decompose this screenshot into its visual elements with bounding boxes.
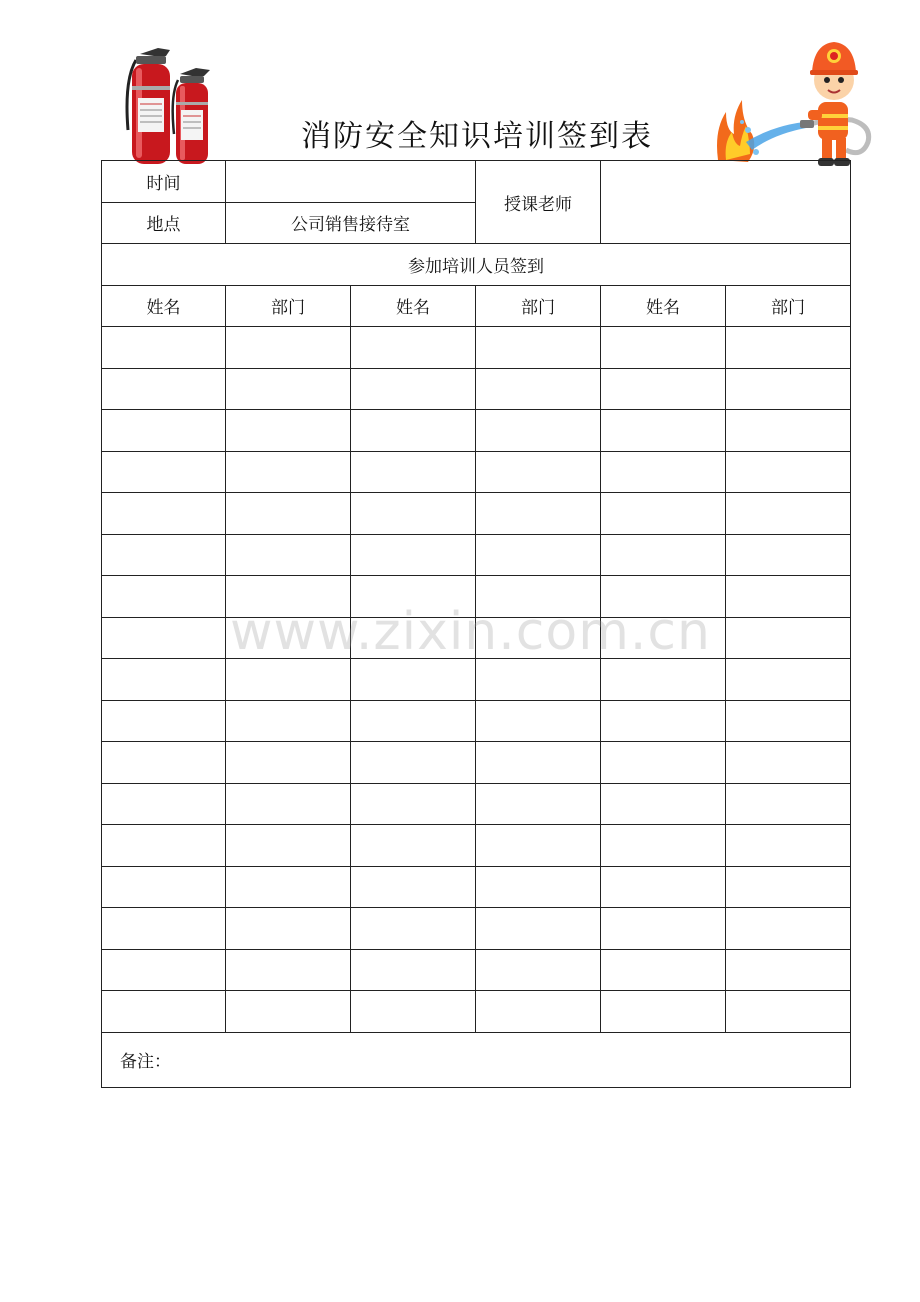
name-cell[interactable] [351,908,476,950]
table-row [102,783,851,825]
name-cell[interactable] [102,617,226,659]
name-cell[interactable] [102,700,226,742]
name-cell[interactable] [601,659,726,701]
dept-cell[interactable] [726,617,851,659]
notes-row [102,1032,851,1087]
dept-cell[interactable] [726,576,851,618]
dept-cell[interactable] [226,368,351,410]
signin-heading: 参加培训人员签到 [102,244,851,286]
dept-cell[interactable] [726,534,851,576]
name-cell[interactable] [351,866,476,908]
column-header-dept-1: 部门 [226,285,351,327]
teacher-value-field[interactable] [601,161,851,244]
dept-cell[interactable] [476,866,601,908]
name-cell[interactable] [351,410,476,452]
dept-cell[interactable] [226,327,351,369]
name-cell[interactable] [102,825,226,867]
name-cell[interactable] [601,783,726,825]
name-cell[interactable] [351,742,476,784]
name-cell[interactable] [102,534,226,576]
name-cell[interactable] [601,742,726,784]
dept-cell[interactable] [726,908,851,950]
table-row [102,451,851,493]
dept-cell[interactable] [476,700,601,742]
dept-cell[interactable] [226,534,351,576]
name-cell[interactable] [601,451,726,493]
name-cell[interactable] [601,368,726,410]
watermark: www.zixin.com.cn [230,602,711,662]
name-cell[interactable] [601,949,726,991]
name-cell[interactable] [601,700,726,742]
notes-field[interactable] [102,1032,851,1087]
location-label: 地点 [102,202,226,244]
column-header-dept-2: 部门 [476,285,601,327]
name-cell[interactable] [601,327,726,369]
name-cell[interactable] [102,368,226,410]
name-cell[interactable] [601,825,726,867]
name-cell[interactable] [102,659,226,701]
name-cell[interactable] [351,368,476,410]
dept-cell[interactable] [726,659,851,701]
name-cell[interactable] [351,327,476,369]
signin-heading-row [102,244,851,286]
name-cell[interactable] [351,825,476,867]
dept-cell[interactable] [726,825,851,867]
dept-cell[interactable] [226,659,351,701]
dept-cell[interactable] [226,908,351,950]
dept-cell[interactable] [726,493,851,535]
name-cell[interactable] [601,410,726,452]
name-cell[interactable] [351,783,476,825]
name-cell[interactable] [351,700,476,742]
dept-cell[interactable] [726,368,851,410]
name-cell[interactable] [102,866,226,908]
column-header-name-3: 姓名 [601,285,726,327]
dept-cell[interactable] [476,368,601,410]
dept-cell[interactable] [226,617,351,659]
table-row [102,659,851,701]
dept-cell[interactable] [476,410,601,452]
column-header-dept-3: 部门 [726,285,851,327]
name-cell[interactable] [102,410,226,452]
dept-cell[interactable] [226,410,351,452]
name-cell[interactable] [351,576,476,618]
table-row [102,825,851,867]
name-cell[interactable] [102,991,226,1033]
name-cell[interactable] [102,451,226,493]
table-row [102,700,851,742]
dept-cell[interactable] [726,327,851,369]
table-row [102,493,851,535]
table-row [102,368,851,410]
dept-cell[interactable] [226,742,351,784]
name-cell[interactable] [351,659,476,701]
dept-cell[interactable] [476,327,601,369]
dept-cell[interactable] [726,783,851,825]
dept-cell[interactable] [726,410,851,452]
name-cell[interactable] [351,991,476,1033]
dept-cell[interactable] [726,742,851,784]
notes-label: 备注： [120,1052,171,1072]
dept-cell[interactable] [476,659,601,701]
firefighter-cartoon-image [712,30,872,175]
dept-cell[interactable] [476,493,601,535]
dept-cell[interactable] [726,991,851,1033]
name-cell[interactable] [102,742,226,784]
dept-cell[interactable] [476,576,601,618]
dept-cell[interactable] [226,825,351,867]
dept-cell[interactable] [726,700,851,742]
name-cell[interactable] [351,493,476,535]
dept-cell[interactable] [226,700,351,742]
dept-cell[interactable] [726,866,851,908]
table-row [102,949,851,991]
dept-cell[interactable] [476,949,601,991]
dept-cell[interactable] [476,908,601,950]
dept-cell[interactable] [476,742,601,784]
name-cell[interactable] [351,617,476,659]
dept-cell[interactable] [226,949,351,991]
name-cell[interactable] [601,493,726,535]
table-row [102,742,851,784]
table-row [102,617,851,659]
dept-cell[interactable] [226,451,351,493]
table-row [102,576,851,618]
dept-cell[interactable] [476,617,601,659]
name-cell[interactable] [601,866,726,908]
dept-cell[interactable] [476,783,601,825]
name-cell[interactable] [102,493,226,535]
table-row [102,991,851,1033]
dept-cell[interactable] [226,783,351,825]
dept-cell[interactable] [226,493,351,535]
dept-cell[interactable] [476,534,601,576]
name-cell[interactable] [601,617,726,659]
table-row [102,908,851,950]
dept-cell[interactable] [226,576,351,618]
name-cell[interactable] [601,534,726,576]
table-row [102,410,851,452]
location-value-field[interactable]: 公司销售接待室 [226,202,476,244]
dept-cell[interactable] [726,451,851,493]
time-label: 时间 [102,161,226,203]
name-cell[interactable] [102,327,226,369]
teacher-label: 授课老师 [476,161,601,244]
name-cell[interactable] [102,783,226,825]
dept-cell[interactable] [726,949,851,991]
fire-extinguisher-image [118,40,218,170]
dept-cell[interactable] [226,991,351,1033]
name-cell[interactable] [102,908,226,950]
name-cell[interactable] [102,949,226,991]
dept-cell[interactable] [476,451,601,493]
page-title: 消防安全知识培训签到表 [301,119,653,154]
table-row [102,327,851,369]
column-header-name-2: 姓名 [351,285,476,327]
name-cell[interactable] [601,576,726,618]
column-header-name-1: 姓名 [102,285,226,327]
time-value-field[interactable] [226,161,476,203]
dept-cell[interactable] [476,825,601,867]
name-cell[interactable] [351,949,476,991]
column-header-row [102,285,851,327]
dept-cell[interactable] [226,866,351,908]
name-cell[interactable] [102,576,226,618]
dept-cell[interactable] [476,991,601,1033]
name-cell[interactable] [351,451,476,493]
table-row [102,866,851,908]
name-cell[interactable] [351,534,476,576]
name-cell[interactable] [601,991,726,1033]
name-cell[interactable] [601,908,726,950]
time-row [102,161,851,203]
signin-table [101,160,851,1088]
table-row [102,534,851,576]
